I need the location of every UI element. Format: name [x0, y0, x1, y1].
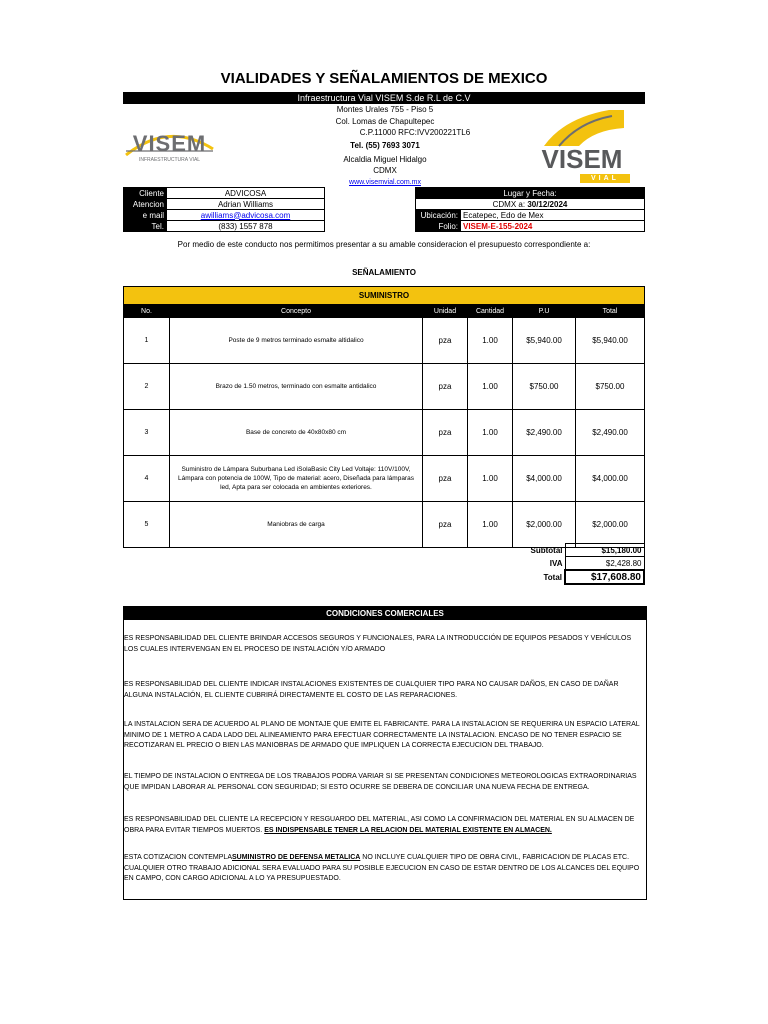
row-cantidad: 1.00: [468, 456, 513, 502]
row-unidad: pza: [423, 410, 468, 456]
logo-left-text: VISEM: [132, 131, 207, 156]
condition-2: ES RESPONSABILIDAD DEL CLIENTE INDICAR INSTALACIONES EXISTENTES DE CUALQUIER TIPO PARA NO CAUSAR DAÑOS, EN CASO DE DAÑAR ALGUNA INSTALACIÓN, EL CLIENTE CUBRIRÁ DIRECTAMENTE EL COSTO DE LAS REPARACIONES.: [124, 681, 619, 699]
email-value[interactable]: awilliams@advicosa.com: [167, 210, 325, 221]
iva-value: $2,428.80: [565, 557, 644, 571]
address-line2: Col. Lomas de Chapultepec: [335, 117, 435, 126]
table-row: [124, 318, 645, 364]
page-title: VIALIDADES Y SEÑALAMIENTOS DE MEXICO: [220, 70, 548, 87]
lugar-fecha-header: Lugar y Fecha:: [416, 188, 645, 199]
row-concepto: Maniobras de carga: [170, 502, 423, 548]
condition-4: EL TIEMPO DE INSTALACION O ENTREGA DE LOS TRABAJOS PODRA VARIAR SI SE PRESENTAN CONDICIONES METEOROLOGICAS EXTRAORDINARIAS QUE IMPIDAN LABORAR AL PERSONAL CON SEGURIDAD; SI ESTO OCURRE SE DEBERA DE CONCILIAR UNA NUEVA FECHA DE ENTREGA.: [124, 773, 637, 791]
row-total: $750.00: [576, 364, 645, 410]
quote-info-table: [415, 187, 645, 232]
row-no: 5: [124, 502, 170, 548]
alcaldia: Alcaldia Miguel Hidalgo: [343, 155, 427, 164]
row-unidad: pza: [423, 456, 468, 502]
total-label: Total: [543, 572, 562, 582]
condition-3: LA INSTALACION SERA DE ACUERDO AL PLANO DE MONTAJE QUE EMITE EL FABRICANTE. PARA LA INSTALACION SE REQUERIRA UN ESPACIO LATERAL MINIMO DE 1 METRO A CADA LADO DEL ALINEAMIENTO PARA EFECTUAR CORRECTAMENTE LA INSTALACION. ENCASO DE NO TENER ESPACIO SE RECOTIZARAN EL PRECIO O BIEN LAS MANIOBRAS DE ARMADO QUE IMPLIQUEN LA CORRECTA EJECUCION DEL TRABAJO.: [124, 721, 640, 749]
row-no: 4: [124, 456, 170, 502]
visem-logo-right: [524, 108, 634, 188]
row-pu: $2,000.00: [513, 502, 576, 548]
col-pu: P.U: [513, 305, 576, 318]
col-no: No.: [124, 305, 170, 318]
row-pu: $750.00: [513, 364, 576, 410]
suministro-heading: SUMINISTRO: [124, 287, 645, 305]
row-unidad: pza: [423, 364, 468, 410]
table-row: [124, 364, 645, 410]
row-concepto: Poste de 9 metros terminado esmalte altidalico: [170, 318, 423, 364]
lugar-fecha-value: CDMX a: 30/12/2024: [416, 199, 645, 210]
ubicacion-value: Ecatepec, Edo de Mex: [461, 210, 645, 221]
row-total: $2,000.00: [576, 502, 645, 548]
city: CDMX: [373, 166, 397, 175]
folio-value: VISEM-E-155-2024: [461, 221, 645, 232]
website-link[interactable]: www.visemvial.com.mx: [349, 179, 421, 186]
address-line3: C.P.11000 RFC:IVV200221TL6: [359, 128, 471, 137]
company-bar: Infraestructura Vial VISEM S.de R.L de C.V: [123, 92, 645, 104]
row-concepto: Base de concreto de 40x80x80 cm: [170, 410, 423, 456]
condition-1: ES RESPONSABILIDAD DEL CLIENTE BRINDAR ACCESOS SEGUROS Y FUNCIONALES, PARA LA INTRODUCCIÓN DE EQUIPOS PESADOS Y VEHÍCULOS LOS CUALES INTERVENGAN EN EL PROCESO DE INSTALACIÓN Y/O ARMADO: [124, 635, 632, 653]
row-total: $4,000.00: [576, 456, 645, 502]
tel-value: (833) 1557 878: [167, 221, 325, 232]
items-table: [123, 286, 645, 548]
row-no: 3: [124, 410, 170, 456]
row-no: 1: [124, 318, 170, 364]
conditions-heading: CONDICIONES COMERCIALES: [124, 607, 646, 620]
table-row: [124, 456, 645, 502]
email-label: e mail: [124, 210, 167, 221]
cliente-value: ADVICOSA: [167, 188, 325, 199]
row-unidad: pza: [423, 318, 468, 364]
visem-logo-left: [124, 127, 215, 167]
conditions-box: [123, 606, 647, 900]
total-value: $17,608.80: [565, 570, 644, 584]
row-cantidad: 1.00: [468, 364, 513, 410]
row-cantidad: 1.00: [468, 318, 513, 364]
condition-5: ES RESPONSABILIDAD DEL CLIENTE LA RECEPCION Y RESGUARDO DEL MATERIAL, ASI COMO LA CONFIRMACION DEL MATERIAL EN SU ALMACEN DE OBRA PARA EVITAR TIEMPOS MUERTOS. ES INDISPENSABLE TENER LA RELACION DEL MATERIAL EXISTENTE EN ALMACEN.: [124, 816, 635, 834]
logo-right-sub: VIAL: [591, 175, 619, 182]
phone: Tel. (55) 7693 3071: [350, 141, 420, 150]
address-line1: Montes Urales 755 - Piso 5: [336, 105, 434, 114]
cliente-label: Cliente: [124, 188, 167, 199]
atencion-value: Adrian Williams: [167, 199, 325, 210]
totals-table: [480, 543, 645, 585]
table-row: [124, 502, 645, 548]
col-cantidad: Cantidad: [468, 305, 513, 318]
row-unidad: pza: [423, 502, 468, 548]
col-total: Total: [576, 305, 645, 318]
subtotal-label: Subtotal: [530, 545, 563, 555]
row-no: 2: [124, 364, 170, 410]
col-unidad: Unidad: [423, 305, 468, 318]
intro-text: Por medio de este conducto nos permitimos presentar a su amable consideracion el presupuesto correspondiente a:: [177, 240, 591, 249]
section-title: SEÑALAMIENTO: [352, 268, 416, 277]
row-pu: $2,490.00: [513, 410, 576, 456]
atencion-label: Atencion: [124, 199, 167, 210]
client-info-table: [123, 187, 325, 232]
row-cantidad: 1.00: [468, 410, 513, 456]
tel-label: Tel.: [124, 221, 167, 232]
col-concepto: Concepto: [170, 305, 423, 318]
logo-right-text: VISEM: [541, 144, 623, 174]
logo-left-sub: INFRAESTRUCTURA VIAL: [138, 157, 201, 163]
folio-label: Folio:: [416, 221, 461, 232]
iva-label: IVA: [549, 558, 563, 568]
table-row: [124, 410, 645, 456]
row-cantidad: 1.00: [468, 502, 513, 548]
row-concepto: Brazo de 1.50 metros, terminado con esmalte antidalico: [170, 364, 423, 410]
row-pu: $4,000.00: [513, 456, 576, 502]
condition-6: ESTA COTIZACION CONTEMPLASUMINISTRO DE DEFENSA METALICA NO INCLUYE CUALQUIER TIPO DE OBRA CIVIL, FABRICACION DE PLACAS ETC. CUALQUIER OTRO TRABAJO ADICIONAL SERA EVALUADO PARA SU POSIBLE EJECUCION EN CASO DE ESTAR DENTRO DE LOS ALCANCES DEL EQUIPO EN CAMPO, CON CARGO ADICIONAL A LO YA PRESUPUESTADO.: [124, 854, 640, 882]
ubicacion-label: Ubicación:: [416, 210, 461, 221]
subtotal-value: $15,180.00: [565, 544, 644, 557]
row-concepto: Suministro de Lámpara Suburbana Led iSolaBasic City Led Voltaje: 110V/100V, Lámpara con potencia de 100W, Tipo de material: acero, Diseñada para lámparas led, Apta para ser colocada en ambientes exteriores.: [170, 456, 423, 502]
row-pu: $5,940.00: [513, 318, 576, 364]
row-total: $2,490.00: [576, 410, 645, 456]
row-total: $5,940.00: [576, 318, 645, 364]
